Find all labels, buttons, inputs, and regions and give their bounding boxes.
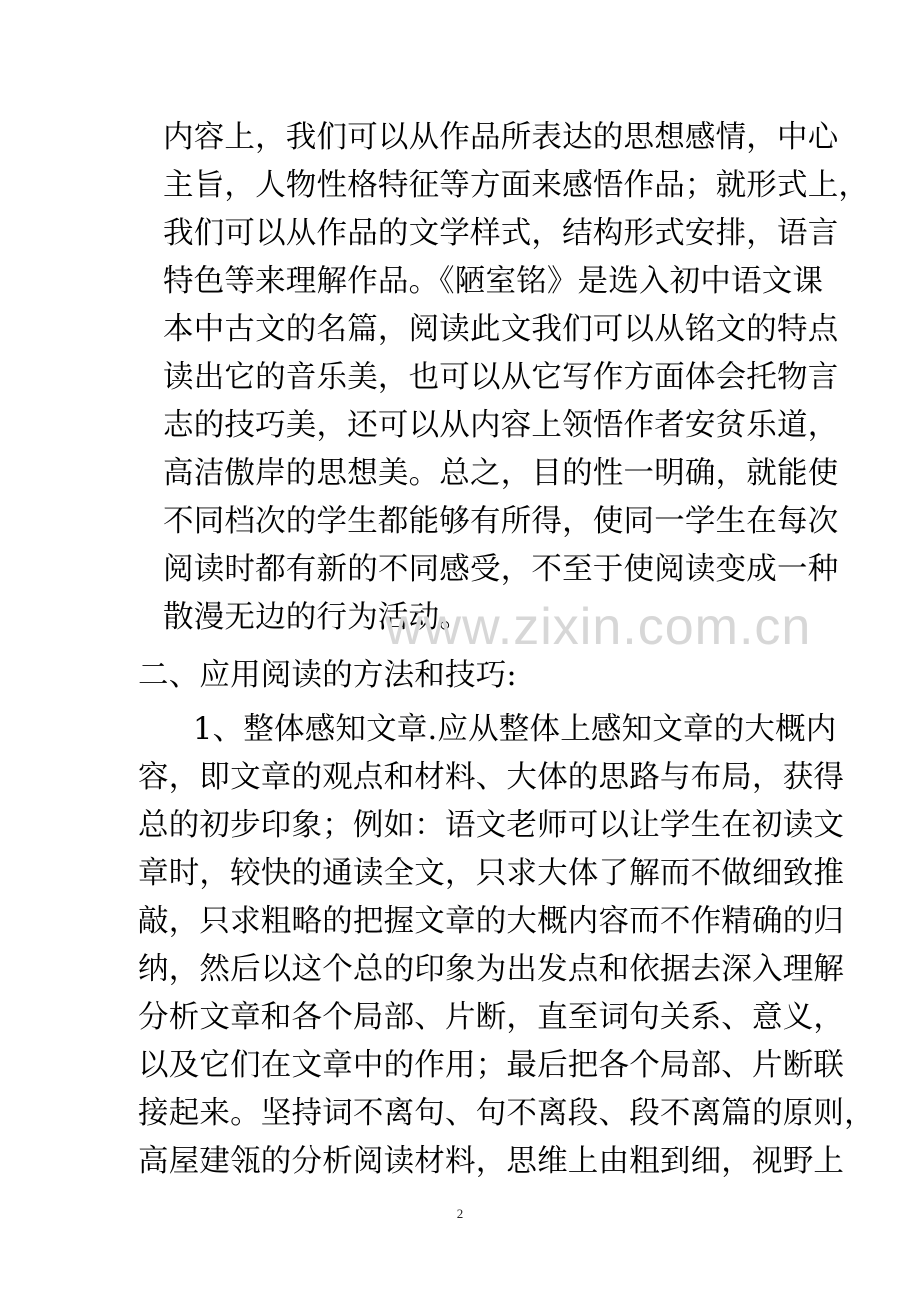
paragraph-1-line: 不同档次的学生都能够有所得，使同一学生在每次 [163, 504, 839, 539]
paragraph-1-line: 本中古文的名篇，阅读此文我们可以从铭文的特点 [163, 312, 839, 347]
paragraph-1-line: 特色等来理解作品。《陋室铭》是选入初中语文课 [163, 264, 824, 299]
paragraph-2-line: 章时，较快的通读全文，只求大体了解而不做细致推 [138, 856, 845, 891]
paragraph-2-line: 1、整体感知文章.应从整体上感知文章的大概内 [193, 712, 837, 747]
paragraph-1-line: 志的技巧美，还可以从内容上领悟作者安贫乐道， [163, 408, 839, 443]
page-number: 2 [456, 1206, 464, 1221]
paragraph-2-line: 分析文章和各个局部、片断，直至词句关系、意义， [138, 1000, 845, 1035]
paragraph-1-line: 主旨，人物性格特征等方面来感悟作品；就形式上， [163, 168, 870, 203]
paragraph-1-line: 阅读时都有新的不同感受，不至于使阅读变成一种 [163, 552, 839, 587]
paragraph-2-line: 敲，只求粗略的把握文章的大概内容而不作精确的归 [138, 904, 845, 939]
watermark: www.zixin.com.cn [385, 598, 812, 656]
paragraph-2-line: 接起来。坚持词不离句、句不离段、段不离篇的原则， [138, 1096, 875, 1131]
paragraph-2-line: 容，即文章的观点和材料、大体的思路与布局，获得 [138, 760, 845, 795]
paragraph-1-line: 内容上，我们可以从作品所表达的思想感情，中心 [163, 120, 839, 155]
paragraph-1-line: 读出它的音乐美，也可以从它写作方面体会托物言 [163, 360, 839, 395]
paragraph-2-line: 以及它们在文章中的作用；最后把各个局部、片断联 [138, 1048, 845, 1083]
paragraph-1-line: 我们可以从作品的文学样式，结构形式安排，语言 [163, 216, 839, 251]
paragraph-2-line: 总的初步印象；例如：语文老师可以让学生在初读文 [138, 808, 845, 843]
paragraph-2-line: 高屋建瓴的分析阅读材料，思维上由粗到细，视野上 [138, 1144, 845, 1179]
paragraph-1-line: 高洁傲岸的思想美。总之，目的性一明确，就能使 [163, 456, 839, 491]
section-heading: 二、应用阅读的方法和技巧: [138, 658, 517, 693]
paragraph-1-line: 散漫无边的行为活动。 [163, 600, 470, 635]
paragraph-2-line: 纳，然后以这个总的印象为出发点和依据去深入理解 [138, 952, 845, 987]
